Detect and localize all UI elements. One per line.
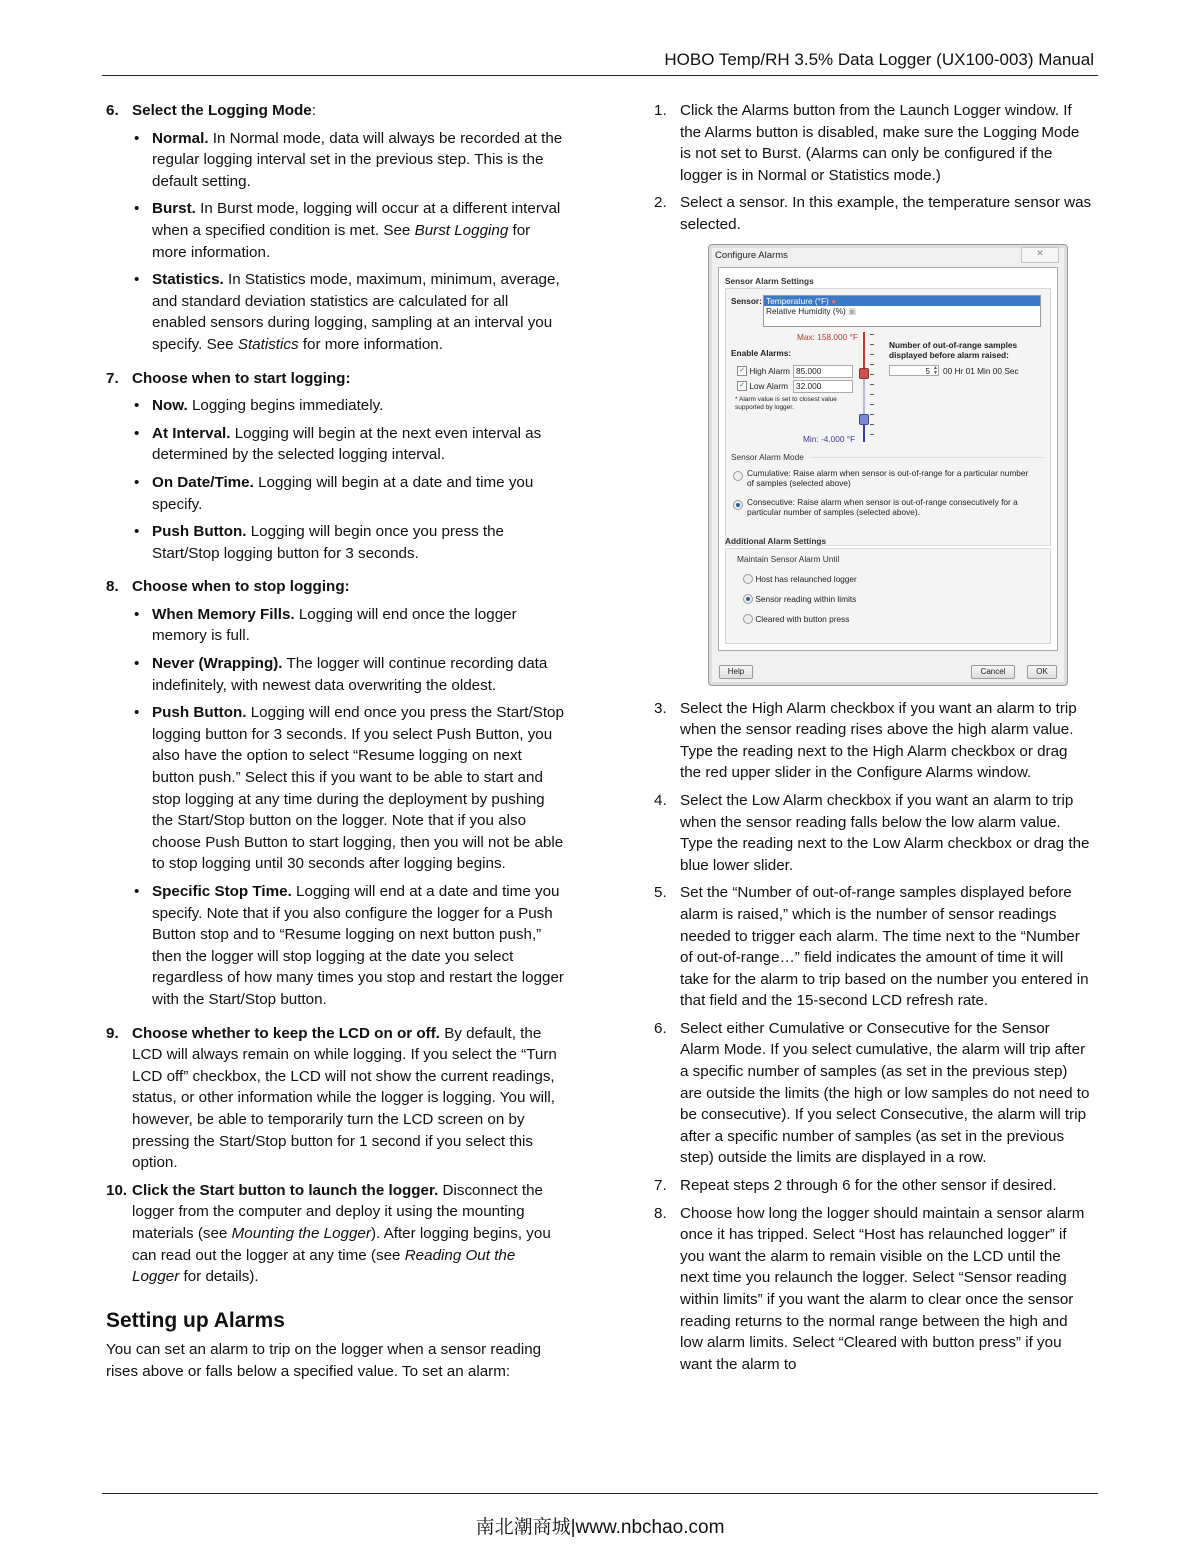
bullet-item [132,269,566,355]
step-number: 8. [106,578,119,596]
close-icon: ✕ [1036,247,1044,258]
sensor-item-humidity[interactable] [764,306,1040,316]
bullet-term: At Interval. [152,424,231,442]
step-number: 10. [106,1181,128,1199]
maintain-option-button-press[interactable] [743,614,849,625]
bullet-item [132,128,566,193]
bullet-term: Specific Stop Time. [152,883,292,900]
bullet-icon: • [134,271,140,289]
bullet-item [132,198,566,263]
bullet-text: Logging will end once you press the Start/Stop logging button for 3 seconds. If you select Push Button, you also have the option to select “Resume logging on next button push.” Select this if you want to be able to start and stop logging at any time during the deployment by pushing the Start/Stop button on the logger. Note that if you also choose Push Button to start logging, then you will not be able to stop logging until 30 seconds after logging begins. [152,704,564,873]
document-header-title: HOBO Temp/RH 3.5% Data Logger (UX100-003) Manual [664,50,1094,69]
step-title: Choose whether to keep the LCD on or off. [132,1024,440,1042]
radio-label: Consecutive: Raise alarm when sensor is out-of-range consecutively for a particular number of samples (selected above). [747,496,1018,517]
bullet-item [132,881,566,1011]
step-number: 8. [654,1204,667,1222]
bullet-item [132,604,566,647]
stepper-up-icon[interactable]: ▲ [933,364,938,371]
slider-tick [870,434,874,435]
section-intro: You can set an alarm to trip on the logger when a sensor reading rises above or falls below a specified value. To set an alarm: [106,1341,542,1380]
sensor-item-temperature[interactable] [764,296,1040,306]
bullet-item [132,472,566,515]
step-number: 7. [106,369,119,387]
step-text: By default, the LCD will always remain on while logging. If you select the “Turn LCD off” checkbox, the LCD will not show the current readings, status, or other information while the logger is logging. You will, however, be able to temporarily turn the LCD screen on by pressing the Start/Stop button for 1 second if you select this option. [132,1024,557,1172]
note-text: Alarm value is set to closest value supported by logger. [735,395,837,411]
bullet-item [132,653,566,696]
group-divider [811,457,1043,458]
step-6 [106,100,566,362]
step-title: Select the Logging Mode [132,102,312,119]
consecutive-radio[interactable] [733,500,743,510]
step-number: 6. [654,1019,667,1037]
bullet-term: Burst. [152,200,196,218]
step-number: 1. [654,102,667,119]
step-number: 3. [654,699,667,717]
alarm-step-2 [654,192,1092,235]
maintain-option-relaunched[interactable] [743,574,857,585]
alarm-bell-icon: ▣ [848,305,856,316]
bullet-term: Normal. [152,129,209,147]
max-label: Max: 158.000 °F [797,331,858,342]
header-rule [102,75,1098,76]
maintain-alarm-title: Maintain Sensor Alarm Until [737,553,840,564]
slider-tick [870,374,874,375]
step-text: Select either Cumulative or Consecutive for the Sensor Alarm Mode. If you select cumulative, the alarm will trip after a specific number of samples (as set in the previous step) are outside the limits (the high or low samples do not need to be consecutive). If you select Consecutive, the alarm will trip after a specific number of samples (as set in the previous step) outside the limits are displayed in a row. [680,1019,1090,1167]
step-text: Select the High Alarm checkbox if you want an alarm to trip when the sensor reading rises above the high alarm value. Type the reading next to the High Alarm checkbox or drag the red upper slider in the Configure Alarms window. [680,699,1077,782]
relaunched-radio[interactable] [743,574,753,584]
samples-duration: 00 Hr 01 Min 00 Sec [943,365,1019,376]
alarm-step-5 [654,882,1092,1012]
bullet-text: Logging will end once the logger memory is full. [152,605,517,645]
cumulative-radio[interactable] [733,471,743,481]
bullet-text: In Normal mode, data will always be recorded at the regular logging interval set in the previous step. This is the default setting. [152,129,563,190]
high-alarm-checkbox[interactable]: ✓ [737,366,747,376]
stepper-arrows[interactable] [933,366,939,376]
bullet-icon: • [134,129,140,147]
step-number: 6. [106,102,119,119]
alarm-step-6 [654,1018,1092,1169]
step-10 [106,1180,566,1288]
dialog-content [718,267,1058,651]
section-heading: Setting up Alarms [106,1308,285,1332]
high-slider-handle[interactable] [859,368,869,379]
step-text: for details). [179,1268,259,1286]
bullet-item [132,521,566,564]
bullet-icon: • [134,200,140,218]
step-title: Choose when to start logging: [132,369,351,387]
bullet-text: for more information. [298,335,443,353]
slider-tick [870,404,874,405]
configure-alarms-dialog [708,244,1068,686]
within-limits-radio[interactable] [743,594,753,604]
left-column [106,100,566,1382]
enable-alarms-label: Enable Alarms: [731,347,792,358]
cross-reference-link[interactable]: Burst Logging [414,221,509,239]
step-text: ). After logging begins, you can read out the logger at any time (see [132,1224,551,1264]
alarm-step-8 [654,1203,1092,1376]
bullet-term: Push Button. [152,704,247,722]
help-button[interactable]: Help [719,665,753,679]
slider-tick [870,424,874,425]
low-alarm-label: Low Alarm [749,380,789,391]
low-slider-handle[interactable] [859,414,869,425]
bullet-term: Now. [152,397,188,415]
bullet-term: Push Button. [152,523,247,541]
slider-tick [870,384,874,385]
step-number: 4. [654,791,667,809]
samples-stepper[interactable] [889,365,939,376]
step-text: Select the Low Alarm checkbox if you want an alarm to trip when the sensor reading falls below the low alarm value. Type the reading next to the Low Alarm checkbox or drag the blue lower slider. [680,791,1090,874]
bullet-term: Never (Wrapping). [152,655,283,673]
slider-tick [870,364,874,365]
step-number: 2. [654,194,667,212]
alarm-step-3 [654,698,1092,784]
sensor-alarm-mode-title: Sensor Alarm Mode [731,451,804,462]
alarm-note [735,396,845,412]
note-marker: * [735,395,738,403]
step-text: Repeat steps 2 through 6 for the other sensor if desired. [680,1177,1057,1195]
samples-value: 5 [925,365,930,376]
bullet-icon: • [134,473,140,491]
step-7 [106,368,566,571]
high-alarm-label: High Alarm [749,365,790,376]
bullet-icon: • [134,883,140,900]
slider-tick [870,344,874,345]
cancel-button[interactable]: Cancel [971,665,1015,679]
alarm-bell-icon: ● [831,295,837,306]
bullet-text: for more information. [152,221,531,261]
alarm-step-1 [654,100,1092,186]
ok-button[interactable]: OK [1027,665,1057,679]
step-title-suffix: : [311,102,316,119]
cross-reference-link[interactable]: Mounting the Logger [231,1224,371,1242]
bullet-term: Statistics. [152,271,224,289]
slider-tick [870,394,874,395]
cross-reference-link[interactable]: Statistics [237,335,299,353]
bullet-icon: • [134,655,140,673]
sensor-name: Temperature (°F) [766,295,829,306]
slider-tick [870,414,874,415]
step-text: Select a sensor. In this example, the temperature sensor was selected. [680,194,1092,233]
cross-reference-link[interactable]: Reading Out the Logger [132,1246,516,1286]
mode-option-cumulative[interactable] [733,468,1033,488]
slider-tick [870,354,874,355]
sensor-name: Relative Humidity (%) [766,305,846,316]
samples-label: Number of out-of-range samples displayed before alarm raised: [889,339,1018,360]
right-column [654,100,1092,1381]
step-number: 7. [654,1177,667,1195]
step-text: Set the “Number of out-of-range samples displayed before alarm is raised,” which is the number of sensor readings needed to trigger each alarm. The time next to the “Number of out-of-range…” field indicates the amount of time it will take for the alarm to trip based on the number you entered in that field and the 15-second LCD refresh rate. [680,884,1089,1010]
bullet-item [132,395,566,417]
step-number: 5. [654,884,667,902]
alarm-step-4 [654,790,1092,876]
slider-track-high [863,332,865,372]
step-title: Click the Start button to launch the logger. [132,1181,439,1199]
bullet-icon: • [134,704,140,722]
footer-watermark: 南北潮商城|www.nbchao.com [475,1517,725,1538]
step-text: Choose how long the logger should maintain a sensor alarm once it has tripped. Select “Host has relaunched logger” if you want the alarm to remain visible on the LCD until the next time you relaunch the logger. Select “Sensor reading within limits” if you want the alarm to clear once the sensor reading returns to the normal range between the high and low alarm limits. Select “Cleared with button press” if you want the alarm to [680,1204,1085,1373]
sensor-label: Sensor: [731,295,762,306]
mode-option-consecutive[interactable] [733,497,1033,517]
step-text: Disconnect the logger from the computer and deploy it using the mounting materials (see [132,1181,543,1242]
bullet-text: Logging will begin at the next even interval as determined by the selected logging interval. [152,424,542,464]
radio-label: Sensor reading within limits [755,593,857,604]
sensor-alarm-settings-title: Sensor Alarm Settings [725,275,814,286]
step-8 [106,576,566,1016]
bullet-text: The logger will continue recording data indefinitely, with newest data overwriting the oldest. [152,655,548,694]
low-alarm-row [737,381,788,392]
footer-rule [102,1493,1098,1494]
low-alarm-input[interactable]: 32.000 [793,380,853,393]
bullet-icon: • [134,424,140,442]
bullet-term: When Memory Fills. [152,605,295,623]
bullet-item [132,423,566,466]
bullet-text: In Statistics mode, maximum, minimum, average, and standard deviation statistics are calculated for all enabled sensors during logging, sampling at an interval you specify. See [152,271,560,353]
bullet-icon: • [134,397,140,415]
bullet-icon: • [134,523,140,541]
bullet-term: On Date/Time. [152,473,254,491]
stepper-down-icon[interactable]: ▼ [933,369,938,376]
bullet-text: Logging will end at a date and time you specify. Note that if you also configure the logger for a Push Button stop and to “Resume logging on next button push,” then the logger will stop logging at the date you select regardless of how many times you stop and restart the logger with the Start/Stop button. [152,883,564,1008]
slider-tick [870,334,874,335]
bullet-item [132,702,566,875]
close-button[interactable] [1021,247,1059,263]
radio-label: Cumulative: Raise alarm when sensor is out-of-range for a particular number of samples (selected above) [747,467,1029,488]
dialog-title: Configure Alarms [715,249,788,261]
additional-alarm-settings-title: Additional Alarm Settings [725,535,827,546]
button-press-radio[interactable] [743,614,753,624]
bullet-icon: • [134,605,140,623]
sensor-list[interactable] [763,295,1041,327]
maintain-option-within-limits[interactable] [743,594,856,605]
step-title: Choose when to stop logging: [132,578,350,596]
bullet-text: Logging will begin once you press the Start/Stop logging button for 3 seconds. [152,523,504,562]
high-alarm-input[interactable]: 85.000 [793,365,853,378]
radio-label: Host has relaunched logger [755,573,857,584]
step-text: Click the Alarms button from the Launch Logger window. If the Alarms button is disabled, make sure the Logging Mode is not set to Burst. (Alarms can only be configured if the logger is in Normal or Statistics mode.) [680,102,1080,184]
bullet-text: Logging will begin at a date and time you specify. [152,473,534,513]
radio-label: Cleared with button press [755,613,850,624]
high-alarm-row [737,366,790,377]
bullet-text: Logging begins immediately. [187,397,384,415]
low-alarm-checkbox[interactable]: ✓ [737,381,747,391]
step-number: 9. [106,1024,119,1042]
alarm-step-7 [654,1175,1092,1197]
min-label: Min: -4.000 °F [803,433,856,444]
step-9 [106,1023,566,1174]
bullet-text: In Burst mode, logging will occur at a different interval when a specified condition is met. See [152,200,561,239]
